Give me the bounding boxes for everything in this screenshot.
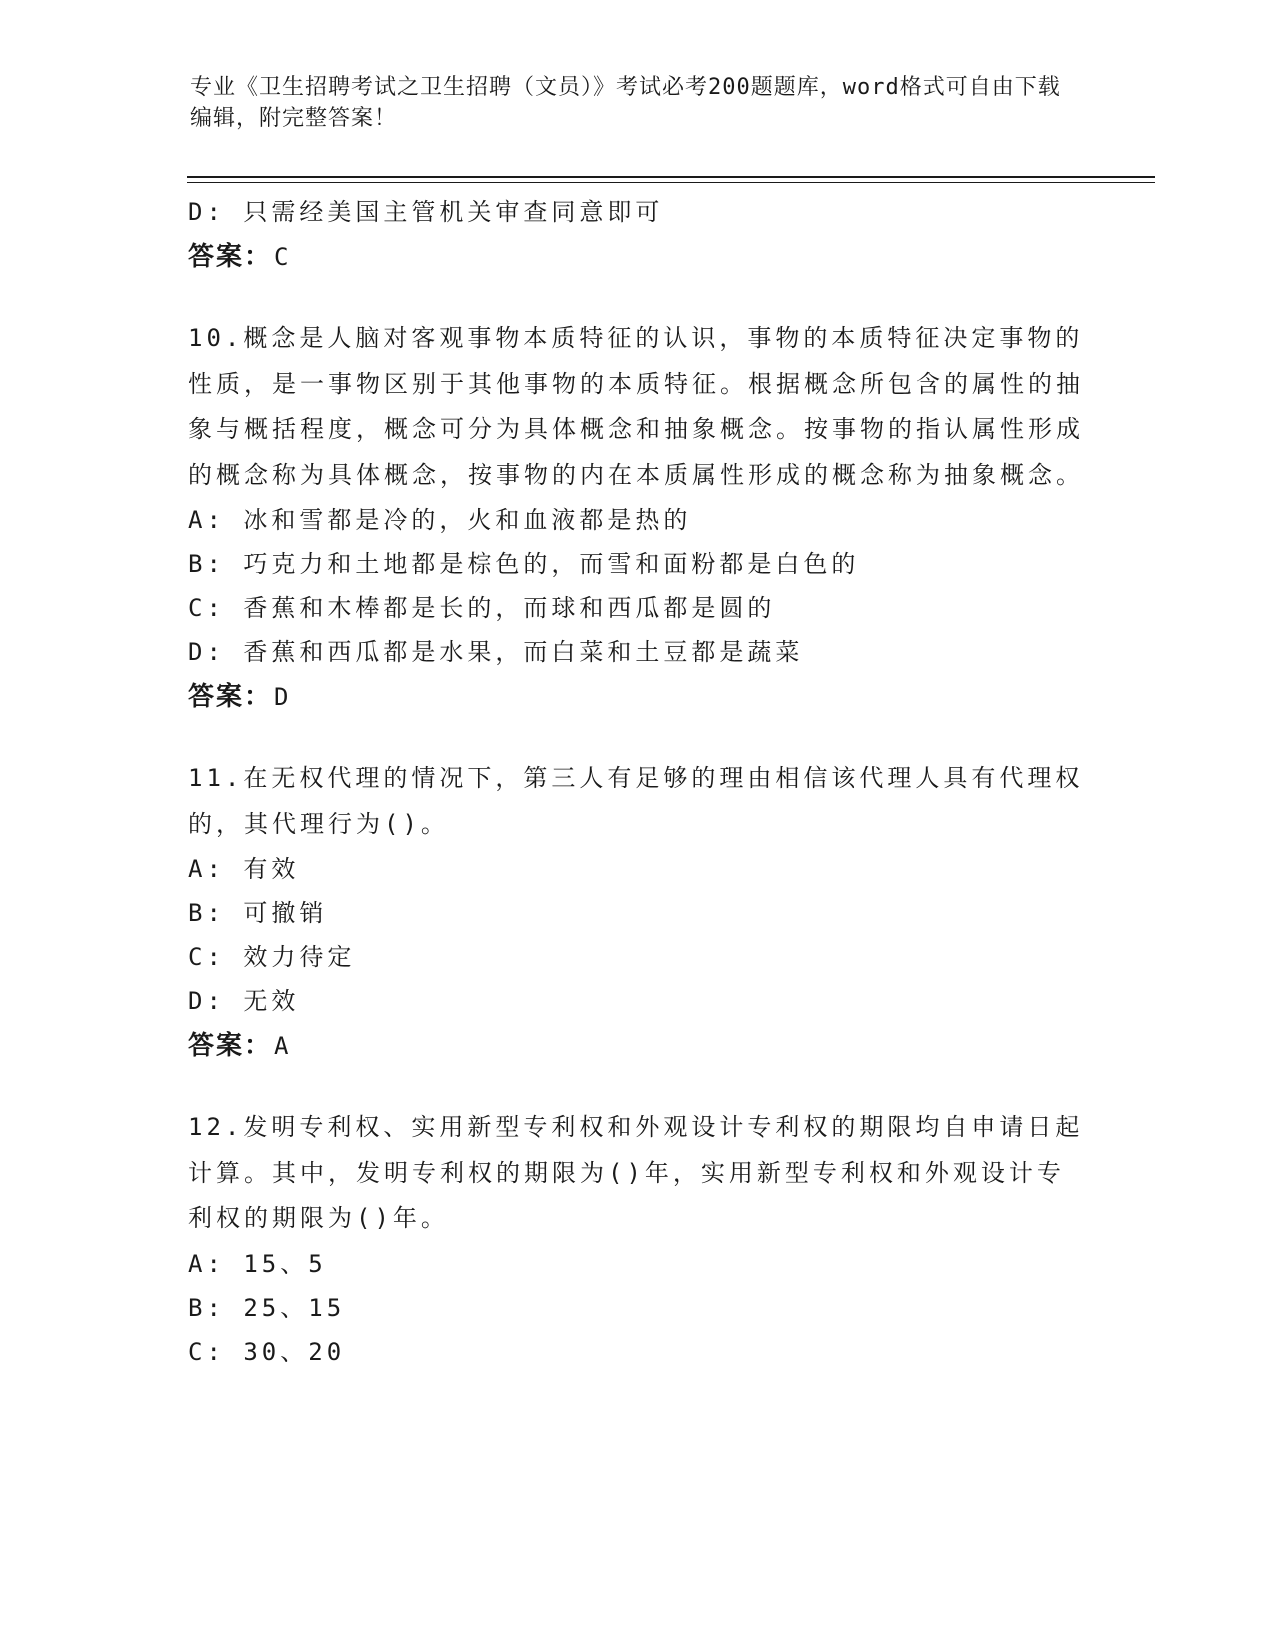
answer-label: 答案： [188,242,273,272]
header-rule [187,176,1155,178]
option-b: B: 可撤销 [188,899,328,927]
question-list [188,190,1088,1374]
option-d: D: 只需经美国主管机关审查同意即可 [188,198,664,226]
question-stem: 11.在无权代理的情况下，第三人有足够的理由相信该代理人具有代理权的，其代理行为()。 [188,764,1084,838]
option-b: B: 25、15 [188,1293,346,1322]
option-a: A: 冰和雪都是冷的，火和血液都是热的 [188,506,692,534]
option-a: A: 15、5 [188,1249,327,1278]
option-c: C: 香蕉和木棒都是长的，而球和西瓜都是圆的 [188,594,776,622]
document-header: 专业《卫生招聘考试之卫生招聘（文员）》考试必考200题题库，word格式可自由下载编辑，附完整答案！ [190,75,1061,131]
option-c: C: 效力待定 [188,943,356,971]
option-d: D: 无效 [188,987,300,1015]
question-9-tail [188,190,1088,280]
answer-label: 答案： [188,682,273,712]
option-a: A: 有效 [188,855,300,883]
question-12 [188,1105,1088,1374]
answer-line [188,234,1088,280]
answer-value: D [274,683,291,711]
option-d: D: 香蕉和西瓜都是水果，而白菜和土豆都是蔬菜 [188,638,804,666]
question-stem: 10.概念是人脑对客观事物本质特征的认识，事物的本质特征决定事物的性质，是一事物区别于其他事物的本质特征。根据概念所包含的属性的抽象与概括程度，概念可分为具体概念和抽象概念。按事物的指认属性形成的概念称为具体概念，按事物的内在本质属性形成的概念称为抽象概念。 [188,324,1084,489]
answer-line [188,674,1088,720]
answer-value: A [274,1032,291,1060]
answer-label: 答案： [188,1031,273,1061]
option-b: B: 巧克力和土地都是棕色的，而雪和面粉都是白色的 [188,550,860,578]
question-11 [188,756,1088,1069]
answer-line [188,1023,1088,1069]
answer-value: C [274,243,291,271]
question-stem: 12.发明专利权、实用新型专利权和外观设计专利权的期限均自申请日起计算。其中，发明专利权的期限为()年，实用新型专利权和外观设计专利权的期限为()年。 [188,1113,1084,1232]
question-10 [188,316,1088,720]
option-c: C: 30、20 [188,1337,346,1366]
header-rule-thin [187,182,1155,183]
